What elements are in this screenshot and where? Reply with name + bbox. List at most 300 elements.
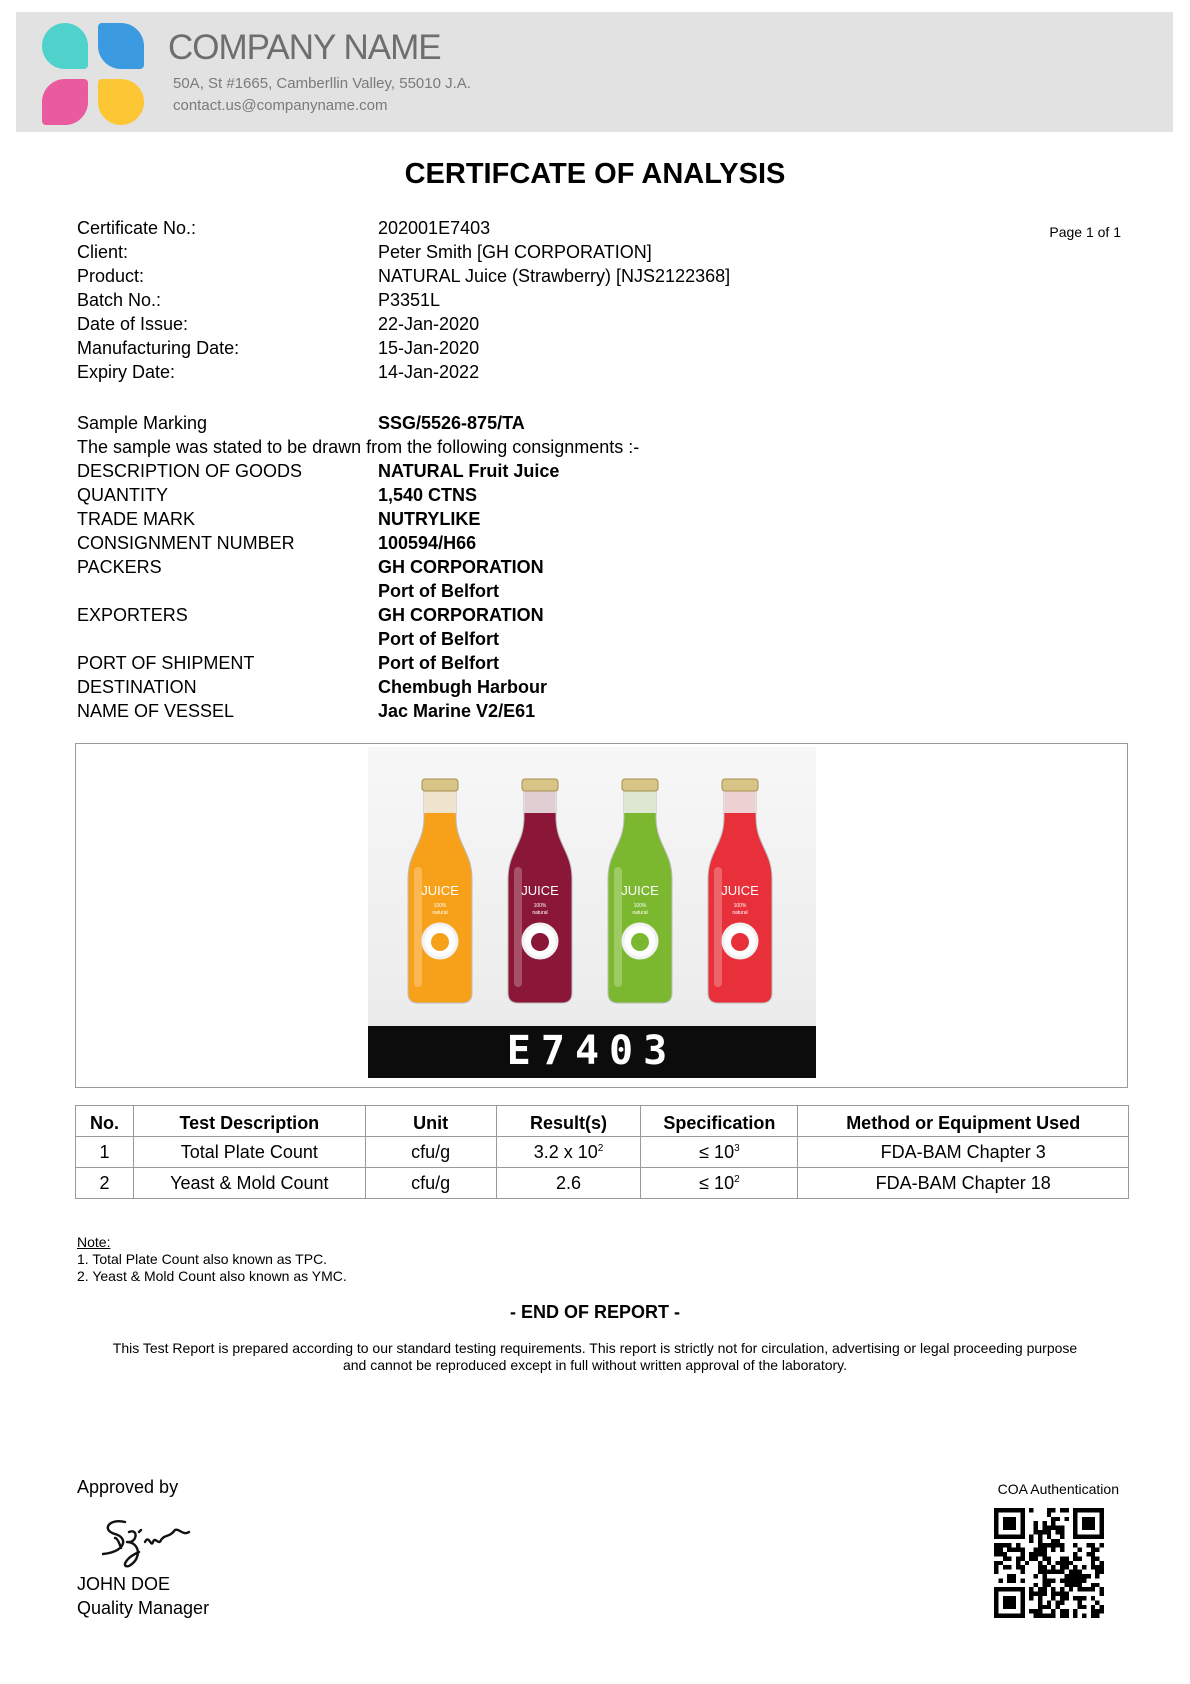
qr-module — [1042, 1548, 1046, 1552]
company-address: 50A, St #1665, Camberllin Valley, 55010 J.A. — [173, 75, 471, 92]
qr-module — [1003, 1556, 1007, 1560]
column-header: Result(s) — [496, 1106, 641, 1137]
bottle-label-text: JUICE — [721, 883, 759, 898]
qr-module — [1047, 1526, 1051, 1530]
qr-module — [1034, 1583, 1038, 1587]
qr-module — [1069, 1587, 1073, 1591]
bottle-sublabel-text: natural — [632, 910, 648, 916]
field-label: Certificate No.: — [77, 218, 197, 238]
disclaimer-line: and cannot be reproduced except in full without written approval of the laboratory. — [342, 1357, 848, 1373]
field-value: 22-Jan-2020 — [378, 314, 480, 334]
qr-module — [998, 1578, 1002, 1582]
qr-module — [1038, 1609, 1042, 1613]
bottle-sublabel-text: 100% — [533, 903, 547, 909]
qr-module — [1003, 1543, 1007, 1547]
qr-module — [1091, 1543, 1095, 1547]
qr-module — [1078, 1605, 1082, 1609]
bottle-sublabel-text: natural — [432, 910, 448, 916]
qr-module — [1038, 1592, 1042, 1596]
qr-module — [1078, 1596, 1082, 1600]
qr-module — [1069, 1561, 1073, 1565]
field-label: Batch No.: — [77, 290, 162, 310]
qr-module — [1020, 1548, 1024, 1552]
qr-module — [1020, 1556, 1024, 1560]
qr-module — [1047, 1578, 1051, 1582]
fruit-icon — [531, 933, 549, 951]
qr-module — [1100, 1543, 1104, 1547]
qr-module — [1082, 1614, 1086, 1618]
field-value: NATURAL Fruit Juice — [378, 461, 560, 481]
qr-module — [1038, 1600, 1042, 1604]
qr-module — [1069, 1583, 1073, 1587]
qr-module — [1007, 1543, 1011, 1547]
field-value: Jac Marine V2/E61 — [378, 701, 536, 721]
bottle-sublabel-text: natural — [732, 910, 748, 916]
qr-module — [1038, 1605, 1042, 1609]
cell-method: FDA-BAM Chapter 18 — [798, 1168, 1129, 1199]
field-label: CONSIGNMENT NUMBER — [77, 533, 295, 553]
qr-module — [1069, 1574, 1073, 1578]
qr-module — [1064, 1561, 1068, 1565]
qr-module — [1051, 1587, 1055, 1591]
qr-module — [1100, 1565, 1104, 1569]
juice-bottle — [708, 779, 772, 1003]
qr-module — [1082, 1574, 1086, 1578]
qr-module — [1086, 1552, 1090, 1556]
qr-module — [1007, 1574, 1011, 1578]
qr-module — [1064, 1609, 1068, 1613]
field-label: PACKERS — [77, 557, 162, 577]
qr-module — [1034, 1556, 1038, 1560]
qr-module — [1042, 1592, 1046, 1596]
qr-module — [1064, 1578, 1068, 1582]
field-value: 100594/H66 — [378, 533, 477, 553]
qr-module — [1047, 1508, 1051, 1512]
juice-bottle — [508, 779, 572, 1003]
qr-module — [1091, 1596, 1095, 1600]
field-value: 15-Jan-2020 — [378, 338, 480, 358]
disclaimer — [70, 1340, 1120, 1374]
qr-module — [1047, 1556, 1051, 1560]
qr-module — [1091, 1614, 1095, 1618]
logo-petal-blue — [98, 23, 144, 69]
qr-module — [1034, 1609, 1038, 1613]
qr-module — [1051, 1565, 1055, 1569]
qr-module — [1038, 1534, 1042, 1538]
qr-module — [1047, 1530, 1051, 1534]
bottle-sublabel-text: natural — [532, 910, 548, 916]
qr-module — [998, 1561, 1002, 1565]
qr-module — [1051, 1526, 1055, 1530]
qr-module — [1078, 1587, 1082, 1591]
qr-module — [1060, 1526, 1064, 1530]
qr-module — [1029, 1596, 1033, 1600]
spec-value: ≤ 10 — [699, 1141, 735, 1162]
bottle-cap — [622, 779, 658, 791]
qr-module — [1056, 1530, 1060, 1534]
qr-code[interactable] — [994, 1508, 1104, 1618]
qr-module — [1051, 1614, 1055, 1618]
table-row — [76, 1168, 1129, 1199]
field-value: SSG/5526-875/TA — [378, 413, 525, 433]
qr-module — [1034, 1552, 1038, 1556]
qr-module — [1091, 1565, 1095, 1569]
qr-module — [1020, 1578, 1024, 1582]
qr-module — [1047, 1614, 1051, 1618]
fruit-icon — [631, 933, 649, 951]
qr-module — [1016, 1561, 1020, 1565]
qr-finder-inner — [1082, 1517, 1095, 1530]
cell-unit: cfu/g — [365, 1137, 496, 1168]
qr-module — [1020, 1565, 1024, 1569]
qr-module — [1073, 1543, 1077, 1547]
field-value: NATURAL Juice (Strawberry) [NJS2122368] — [378, 266, 731, 286]
qr-module — [1069, 1570, 1073, 1574]
bottle-neck — [624, 789, 656, 813]
qr-module — [1034, 1614, 1038, 1618]
bottle-sublabel-text: 100% — [733, 903, 747, 909]
bottle-label-text: JUICE — [621, 883, 659, 898]
note-item: 2. Yeast & Mold Count also known as YMC. — [77, 1268, 347, 1284]
qr-module — [1012, 1548, 1016, 1552]
qr-module — [1051, 1521, 1055, 1525]
qr-module — [1051, 1508, 1055, 1512]
qr-module — [1029, 1539, 1033, 1543]
qr-module — [1003, 1552, 1007, 1556]
bottle-neck — [424, 789, 456, 813]
cell-unit: cfu/g — [365, 1168, 496, 1199]
field-value: NUTRYLIKE — [378, 509, 481, 529]
qr-module — [994, 1565, 998, 1569]
bottle-cap — [422, 779, 458, 791]
company-email[interactable]: contact.us@companyname.com — [173, 97, 388, 114]
qr-module — [1056, 1526, 1060, 1530]
bottle-cap — [522, 779, 558, 791]
test-results-table — [75, 1105, 1129, 1199]
juice-bottles-illustration — [368, 747, 816, 1027]
result-exponent: 2 — [597, 1142, 604, 1154]
spec-exponent: 2 — [734, 1173, 740, 1185]
company-header — [16, 12, 1173, 132]
qr-module — [1029, 1552, 1033, 1556]
sample-code: E7403 — [506, 1028, 678, 1074]
qr-module — [1091, 1556, 1095, 1560]
table-header-row — [76, 1106, 1129, 1137]
qr-module — [1056, 1561, 1060, 1565]
qr-module — [1060, 1609, 1064, 1613]
note-title: Note: — [77, 1234, 111, 1250]
qr-module — [1047, 1605, 1051, 1609]
qr-module — [1073, 1583, 1077, 1587]
qr-module — [1051, 1548, 1055, 1552]
qr-module — [1042, 1587, 1046, 1591]
column-header: Unit — [365, 1106, 496, 1137]
column-header: No. — [76, 1106, 134, 1137]
qr-module — [1029, 1609, 1033, 1613]
field-value: P3351L — [378, 290, 441, 310]
qr-module — [994, 1552, 998, 1556]
field-label: Sample Marking — [77, 413, 208, 433]
qr-module — [1016, 1543, 1020, 1547]
qr-module — [1064, 1556, 1068, 1560]
qr-module — [1078, 1600, 1082, 1604]
qr-module — [1051, 1543, 1055, 1547]
qr-module — [1060, 1570, 1064, 1574]
qr-module — [1051, 1578, 1055, 1582]
qr-module — [1060, 1543, 1064, 1547]
qr-module — [1038, 1570, 1042, 1574]
qr-module — [1047, 1583, 1051, 1587]
disclaimer-line: This Test Report is prepared according to our standard testing requirements. This report is strictly not for circulation, advertising or legal proceeding purpose — [112, 1340, 1078, 1356]
qr-module — [1038, 1539, 1042, 1543]
qr-module — [1069, 1578, 1073, 1582]
qr-module — [1034, 1592, 1038, 1596]
qr-module — [1007, 1565, 1011, 1569]
qr-module — [1082, 1596, 1086, 1600]
qr-module — [1007, 1578, 1011, 1582]
cell-method: FDA-BAM Chapter 3 — [798, 1137, 1129, 1168]
signature-image — [95, 1508, 215, 1568]
qr-module — [1042, 1526, 1046, 1530]
qr-module — [1073, 1614, 1077, 1618]
qr-module — [1056, 1600, 1060, 1604]
qr-module — [1051, 1517, 1055, 1521]
field-label: DESTINATION — [77, 677, 197, 697]
qr-module — [1060, 1508, 1064, 1512]
qr-module — [1091, 1609, 1095, 1613]
qr-module — [1047, 1543, 1051, 1547]
field-label: EXPORTERS — [77, 605, 188, 625]
qr-module — [1060, 1600, 1064, 1604]
qr-module — [1016, 1556, 1020, 1560]
field-label: NAME OF VESSEL — [77, 701, 235, 721]
qr-module — [1042, 1530, 1046, 1534]
qr-module — [1016, 1548, 1020, 1552]
qr-module — [1042, 1614, 1046, 1618]
qr-module — [1060, 1587, 1064, 1591]
qr-module — [1073, 1574, 1077, 1578]
field-value: 202001E7403 — [378, 218, 491, 238]
qr-module — [1100, 1609, 1104, 1613]
consignment-statement: The sample was stated to be drawn from the following consignments :- — [77, 437, 640, 457]
qr-module — [1064, 1565, 1068, 1569]
qr-module — [1060, 1534, 1064, 1538]
qr-module — [1042, 1552, 1046, 1556]
qr-module — [1051, 1609, 1055, 1613]
column-header: Specification — [641, 1106, 798, 1137]
spec-exponent: 3 — [734, 1142, 740, 1154]
qr-module — [1047, 1512, 1051, 1516]
qr-module — [994, 1548, 998, 1552]
qr-module — [1078, 1574, 1082, 1578]
qr-module — [1038, 1614, 1042, 1618]
qr-module — [1064, 1508, 1068, 1512]
qr-module — [1034, 1574, 1038, 1578]
qr-module — [1100, 1605, 1104, 1609]
qr-module — [1038, 1596, 1042, 1600]
juice-bottle — [608, 779, 672, 1003]
qr-module — [1029, 1592, 1033, 1596]
qr-module — [1038, 1548, 1042, 1552]
juice-bottle — [408, 779, 472, 1003]
qr-module — [1042, 1521, 1046, 1525]
qr-module — [1020, 1552, 1024, 1556]
column-header: Method or Equipment Used — [798, 1106, 1129, 1137]
qr-module — [1056, 1592, 1060, 1596]
qr-module — [1060, 1592, 1064, 1596]
bottle-sublabel-text: 100% — [633, 903, 647, 909]
end-of-report: - END OF REPORT - — [510, 1302, 680, 1322]
bottle-neck — [524, 789, 556, 813]
qr-module — [1060, 1565, 1064, 1569]
qr-module — [1056, 1539, 1060, 1543]
qr-module — [1051, 1539, 1055, 1543]
field-value: GH CORPORATION — [378, 557, 544, 577]
bottle-label-text: JUICE — [521, 883, 559, 898]
field-label: TRADE MARK — [77, 509, 196, 529]
qr-module — [998, 1552, 1002, 1556]
qr-module — [1042, 1578, 1046, 1582]
result-value: 3.2 x 10 — [533, 1141, 598, 1162]
qr-module — [1051, 1592, 1055, 1596]
approved-by-label: Approved by — [77, 1477, 179, 1497]
spec-value: ≤ 10 — [699, 1172, 735, 1193]
qr-module — [1047, 1534, 1051, 1538]
qr-module — [1064, 1592, 1068, 1596]
qr-module — [1095, 1574, 1099, 1578]
qr-module — [1060, 1548, 1064, 1552]
qr-module — [1091, 1605, 1095, 1609]
qr-module — [1078, 1570, 1082, 1574]
fruit-icon — [431, 933, 449, 951]
cell-result — [496, 1168, 641, 1199]
qr-module — [1042, 1570, 1046, 1574]
qr-module — [1047, 1561, 1051, 1565]
qr-module — [1073, 1578, 1077, 1582]
qr-module — [1038, 1530, 1042, 1534]
qr-module — [1086, 1543, 1090, 1547]
note-item: 1. Total Plate Count also known as TPC. — [77, 1251, 328, 1267]
table-row — [76, 1137, 1129, 1168]
qr-module — [1029, 1534, 1033, 1538]
qr-module — [1042, 1605, 1046, 1609]
qr-module — [998, 1543, 1002, 1547]
qr-module — [1078, 1578, 1082, 1582]
qr-module — [1029, 1556, 1033, 1560]
qr-module — [1034, 1548, 1038, 1552]
qr-module — [1051, 1570, 1055, 1574]
company-name: COMPANY NAME — [168, 28, 441, 67]
qr-module — [1091, 1587, 1095, 1591]
qr-module — [1095, 1570, 1099, 1574]
qr-module — [1100, 1570, 1104, 1574]
coa-authentication-label: COA Authentication — [997, 1481, 1119, 1497]
qr-module — [1100, 1561, 1104, 1565]
qr-module — [1091, 1561, 1095, 1565]
qr-module — [998, 1548, 1002, 1552]
qr-module — [1078, 1556, 1082, 1560]
qr-module — [1082, 1565, 1086, 1569]
field-label: Date of Issue: — [77, 314, 189, 334]
qr-module — [1016, 1565, 1020, 1569]
sample-image-frame — [75, 743, 1128, 1088]
qr-module — [1073, 1609, 1077, 1613]
company-logo — [42, 23, 146, 127]
qr-module — [1056, 1517, 1060, 1521]
field-label: Manufacturing Date: — [77, 338, 240, 358]
qr-module — [1086, 1574, 1090, 1578]
qr-module — [1034, 1530, 1038, 1534]
qr-module — [1034, 1521, 1038, 1525]
qr-module — [1091, 1548, 1095, 1552]
logo-petal-yellow — [98, 79, 144, 125]
qr-module — [1095, 1600, 1099, 1604]
qr-module — [1034, 1526, 1038, 1530]
qr-finder-inner — [1003, 1517, 1016, 1530]
field-value: Peter Smith [GH CORPORATION] — [378, 242, 652, 262]
qr-module — [1064, 1517, 1068, 1521]
qr-module — [1073, 1596, 1077, 1600]
qr-module — [1038, 1552, 1042, 1556]
field-value: Port of Belfort — [378, 629, 499, 649]
qr-module — [1060, 1596, 1064, 1600]
qr-module — [1056, 1605, 1060, 1609]
logo-petal-pink — [42, 79, 88, 125]
field-value: GH CORPORATION — [378, 605, 544, 625]
field-label: Product: — [77, 266, 145, 286]
qr-module — [1012, 1574, 1016, 1578]
qr-module — [1003, 1565, 1007, 1569]
column-header: Test Description — [133, 1106, 365, 1137]
qr-module — [1082, 1587, 1086, 1591]
qr-module — [1095, 1614, 1099, 1618]
cell-no: 2 — [76, 1168, 134, 1199]
field-label: Client: — [77, 242, 129, 262]
qr-module — [1100, 1587, 1104, 1591]
field-value: 1,540 CTNS — [378, 485, 478, 505]
qr-module — [994, 1543, 998, 1547]
qr-module — [1091, 1552, 1095, 1556]
result-value: 2.6 — [555, 1172, 582, 1193]
qr-module — [1086, 1587, 1090, 1591]
qr-module — [1064, 1583, 1068, 1587]
qr-module — [1078, 1583, 1082, 1587]
qr-module — [1012, 1578, 1016, 1582]
qr-module — [1073, 1565, 1077, 1569]
qr-module — [1060, 1530, 1064, 1534]
page-number: Page 1 of 1 — [1049, 224, 1121, 240]
qr-module — [1056, 1543, 1060, 1547]
qr-module — [1095, 1565, 1099, 1569]
qr-module — [1060, 1614, 1064, 1618]
qr-module — [1007, 1548, 1011, 1552]
document-title: CERTIFCATE OF ANALYSIS — [404, 158, 786, 190]
bottle-neck — [724, 789, 756, 813]
field-value: Port of Belfort — [378, 581, 499, 601]
qr-module — [1064, 1596, 1068, 1600]
qr-module — [1073, 1552, 1077, 1556]
qr-module — [1042, 1565, 1046, 1569]
qr-module — [1095, 1548, 1099, 1552]
qr-module — [1056, 1570, 1060, 1574]
qr-module — [1064, 1574, 1068, 1578]
cell-specification — [641, 1168, 798, 1199]
juice-bottles-photo — [368, 747, 816, 1078]
qr-module — [1047, 1570, 1051, 1574]
qr-module — [1060, 1561, 1064, 1565]
field-value: 14-Jan-2022 — [378, 362, 480, 382]
field-value: Port of Belfort — [378, 653, 499, 673]
